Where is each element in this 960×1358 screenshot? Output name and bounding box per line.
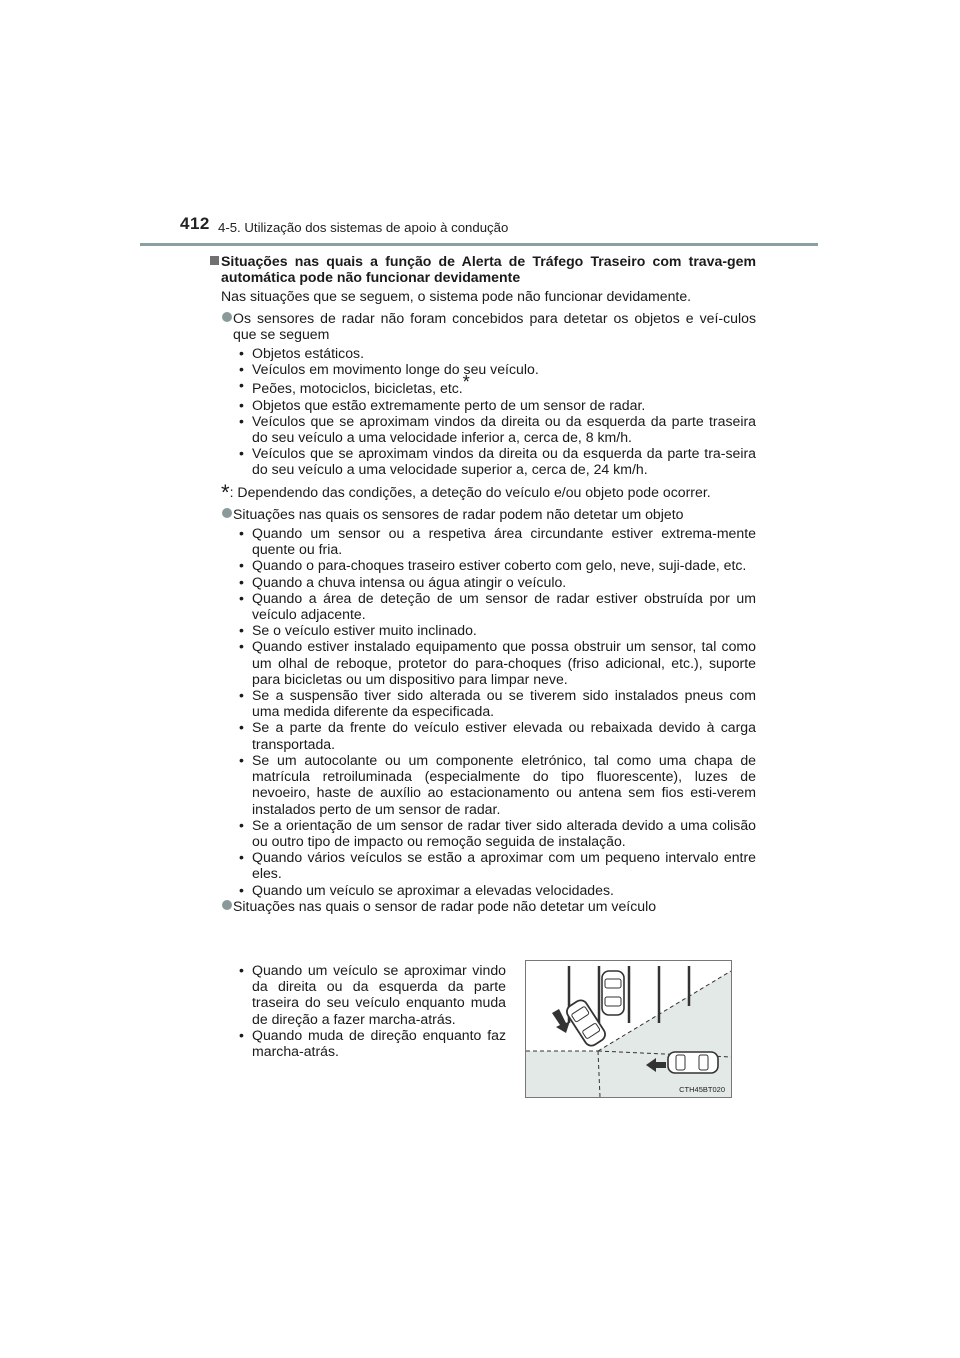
list-item: • Veículos que se aproximam vindos da direita ou da esquerda da parte traseira do seu veículo a uma velocidade inferior a, cerca de, 8 km/h.: [239, 412, 756, 446]
list-item: • Objetos estáticos.: [239, 345, 365, 362]
parking-illustration: [526, 961, 731, 1097]
list-item: • Quando um sensor ou a respetiva área circundante estiver extrema-mente quente ou fria.: [239, 525, 756, 558]
approaching-car-icon: [668, 1052, 718, 1073]
footnote: *: Dependendo das condições, a deteção do veículo e/ou objeto pode ocorrer.: [221, 479, 711, 505]
list-group-3-wrapper: [210, 962, 506, 1065]
parking-diagram: [525, 960, 732, 1098]
figure-code: CTH45BT020: [679, 1085, 725, 1094]
parked-car-icon: [602, 971, 624, 1015]
list-item: • Quando um veículo se aproximar a elevadas velocidades.: [239, 881, 614, 898]
square-bullet-icon: [210, 256, 219, 265]
list-item: • Se a suspensão tiver sido alterada ou se tiverem sido instalados pneus com uma medida diferente da especificada.: [239, 687, 756, 720]
footnote-star: *: [221, 479, 230, 505]
list-item: • Veículos em movimento longe do seu veículo.: [239, 361, 539, 378]
circle-bullet-icon: [222, 508, 232, 518]
list-item: • Se a orientação de um sensor de radar tiver sido alterada devido a uma colisão ou outro tipo de impacto ou remoção seguida de instalação.: [239, 816, 756, 849]
page-number: 412: [180, 214, 210, 233]
list-item: • Quando o para-choques traseiro estiver coberto com gelo, neve, suji-dade, etc.: [239, 557, 747, 574]
list-item: • Se um autocolante ou um componente eletrónico, tal como uma chapa de matrícula retroiluminada (especialmente do tipo fluorescente), luzes de nevoeiro, haste de auxílio ao estacionamento ou antena sem fios esti-verem instalados perto de um sensor de radar.: [239, 751, 756, 817]
detection-zone-left: [526, 1051, 598, 1097]
list-item: • Quando um veículo se aproximar vindo da direita ou da esquerda da parte traseira do seu veículo enquanto muda de direção a fazer marcha-atrás.: [239, 962, 506, 1027]
list-item: • Quando a chuva intensa ou água atingir o veículo.: [239, 573, 567, 590]
circle-bullet-icon: [222, 900, 232, 910]
list-item: • Quando vários veículos se estão a aproximar com um pequeno intervalo entre eles.: [239, 849, 756, 882]
list-item: • Se o veículo estiver muito inclinado.: [239, 622, 477, 639]
list-group-2: [210, 525, 756, 898]
list-item: • Veículos que se aproximam vindos da direita ou da esquerda da parte tra-seira do seu veículo a uma velocidade superior a, cerca de, 24 km/h.: [239, 445, 756, 478]
intro-paragraph: Nas situações que se seguem, o sistema pode não funcionar devidamente.: [221, 288, 692, 305]
list-item: • Peões, motociclos, bicicletas, etc.*: [239, 372, 470, 397]
list-group-3: [210, 962, 506, 1059]
group-heading-2: Situações nas quais os sensores de radar podem não detetar um objeto: [210, 506, 756, 522]
main-content: [210, 253, 756, 917]
footnote-marker: *: [462, 372, 470, 393]
list-item: • Quando muda de direção enquanto faz marcha-atrás.: [239, 1026, 506, 1060]
list-item: • Objetos que estão extremamente perto de um sensor de radar.: [239, 396, 646, 413]
list-item: • Se a parte da frente do veículo estiver elevada ou rebaixada devido à carga transportada.: [239, 719, 756, 752]
list-item: • Quando estiver instalado equipamento que possa obstruir um sensor, tal como um olhal de reboque, protetor do para-choques (friso adicional, etc.), suporte para bicicletas ou um dispositivo para limpar neve.: [239, 638, 756, 687]
circle-bullet-icon: [222, 312, 232, 322]
section-heading: Situações nas quais a função de Alerta de Tráfego Traseiro com trava-gem automática pode não funcionar devidamente: [210, 253, 756, 285]
header-divider: [140, 243, 818, 246]
group-heading-3: Situações nas quais o sensor de radar pode não detetar um veículo: [210, 898, 756, 914]
group-heading-1: Os sensores de radar não foram concebidos para detetar os objetos e veí-culos que se seguem: [210, 310, 756, 342]
section-title: 4-5. Utilização dos sistemas de apoio à condução: [218, 220, 509, 235]
list-group-1: [210, 345, 756, 478]
list-item: • Quando a área de deteção de um sensor de radar estiver obstruída por um veículo adjacente.: [239, 589, 756, 623]
